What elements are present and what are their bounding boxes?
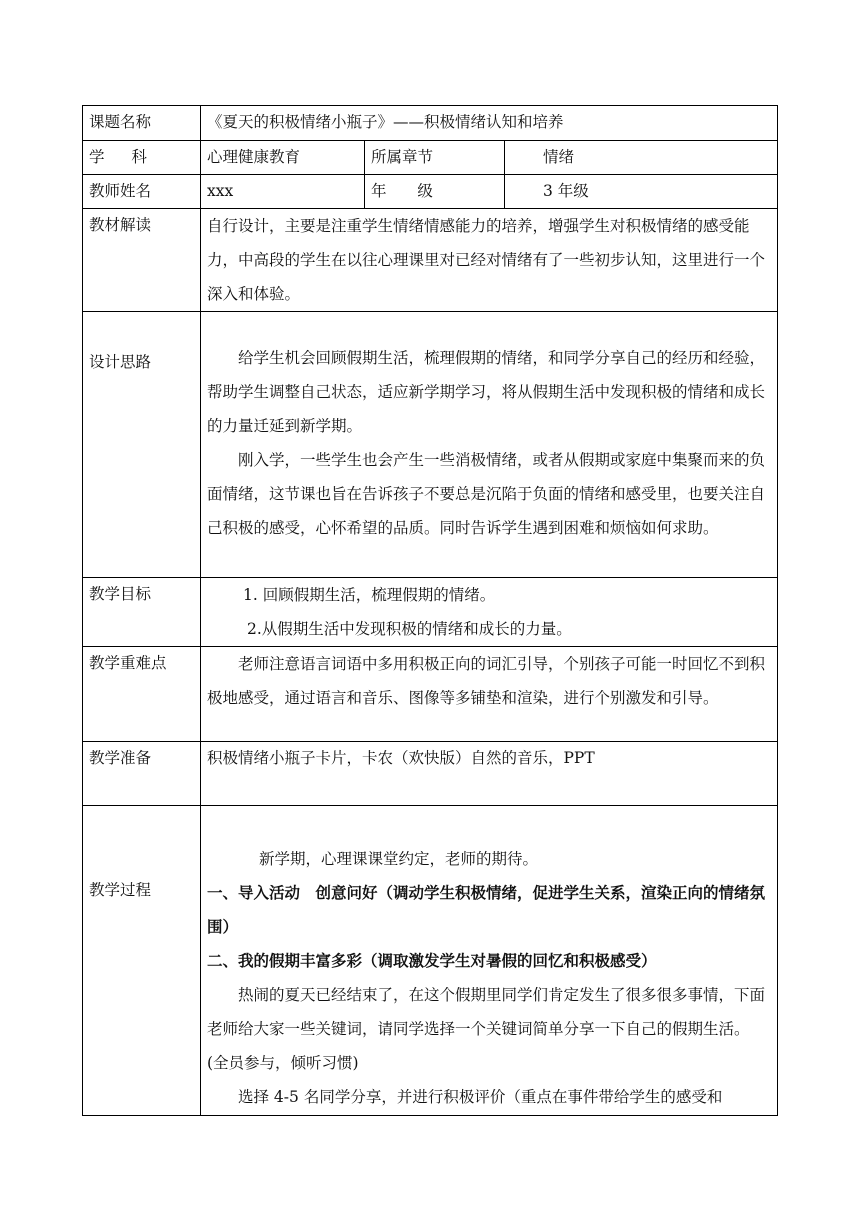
label-grade: 年 级: [365, 175, 505, 209]
row-goals: [83, 578, 778, 647]
row-topic: [83, 106, 778, 141]
lesson-plan-table: [82, 105, 778, 1116]
material-text: 自行设计，主要是注重学生情绪情感能力的培养，增强学生对积极情绪的感受能力，中高段的学生在以往心理课里对已经对情绪有了一些初步认知，这里进行一个深入和体验。: [207, 217, 766, 303]
label-design: 设计思路: [83, 312, 201, 578]
label-preparation: 教学准备: [83, 742, 201, 806]
label-chapter: 所属章节: [365, 141, 505, 175]
label-goals: 教学目标: [83, 578, 201, 647]
process-heading-2: 二、我的假期丰富多彩（调取激发学生对暑假的回忆和积极感受）: [207, 951, 657, 970]
label-teacher: 教师姓名: [83, 175, 201, 209]
value-chapter: 情绪: [505, 141, 778, 175]
design-paragraph-1: 给学生机会回顾假期生活，梳理假期的情绪，和同学分享自己的经历和经验，帮助学生调整自己状态，适应新学期学习，将从假期生活中发现积极的情绪和成长的力量迁延到新学期。: [207, 349, 766, 435]
row-process: [83, 806, 778, 1116]
row-keypoints: [83, 647, 778, 742]
design-paragraph-2: 刚入学，一些学生也会产生一些消极情绪，或者从假期或家庭中集聚而来的负面情绪，这节课也旨在告诉孩子不要总是沉陷于负面的情绪和感受里，也要关注自己积极的感受，心怀希望的品质。同时告诉学生遇到困难和烦恼如何求助。: [207, 451, 766, 537]
label-process: 教学过程: [83, 806, 201, 1116]
row-teacher: [83, 175, 778, 209]
keypoints-text: 老师注意语言词语中多用积极正向的词汇引导，个别孩子可能一时回忆不到积极地感受，通过语言和音乐、图像等多铺垫和渲染，进行个别激发和引导。: [207, 655, 766, 707]
process-heading-1: 一、导入活动 创意问好（调动学生积极情绪，促进学生关系，渲染正向的情绪氛围）: [207, 883, 766, 936]
value-subject: 心理健康教育: [201, 141, 365, 175]
label-material: 教材解读: [83, 209, 201, 312]
goal-item-2: 2.从假期生活中发现积极的情绪和成长的力量。: [247, 620, 572, 638]
row-material: [83, 209, 778, 312]
process-paragraph-1: 热闹的夏天已经结束了，在这个假期里同学们肯定发生了很多很多事情，下面老师给大家一些关键词，请同学选择一个关键词简单分享一下自己的假期生活。(全员参与，倾听习惯): [207, 986, 766, 1072]
label-subject: 学 科: [83, 141, 201, 175]
row-design: [83, 312, 778, 578]
process-intro: 新学期，心理课课堂约定，老师的期待。: [259, 850, 539, 868]
label-topic: 课题名称: [83, 106, 201, 141]
value-topic: 《夏天的积极情绪小瓶子》——积极情绪认知和培养: [201, 106, 778, 141]
process-paragraph-2: 选择 4-5 名同学分享，并进行积极评价（重点在事件带给学生的感受和: [238, 1088, 723, 1106]
preparation-text: 积极情绪小瓶子卡片，卡农（欢快版）自然的音乐，PPT: [201, 742, 778, 806]
row-subject: [83, 141, 778, 175]
value-grade: 3 年级: [505, 175, 778, 209]
label-keypoints: 教学重难点: [83, 647, 201, 742]
goal-item-1: 1. 回顾假期生活，梳理假期的情绪。: [243, 586, 496, 604]
row-preparation: [83, 742, 778, 806]
value-teacher: xxx: [201, 175, 365, 209]
